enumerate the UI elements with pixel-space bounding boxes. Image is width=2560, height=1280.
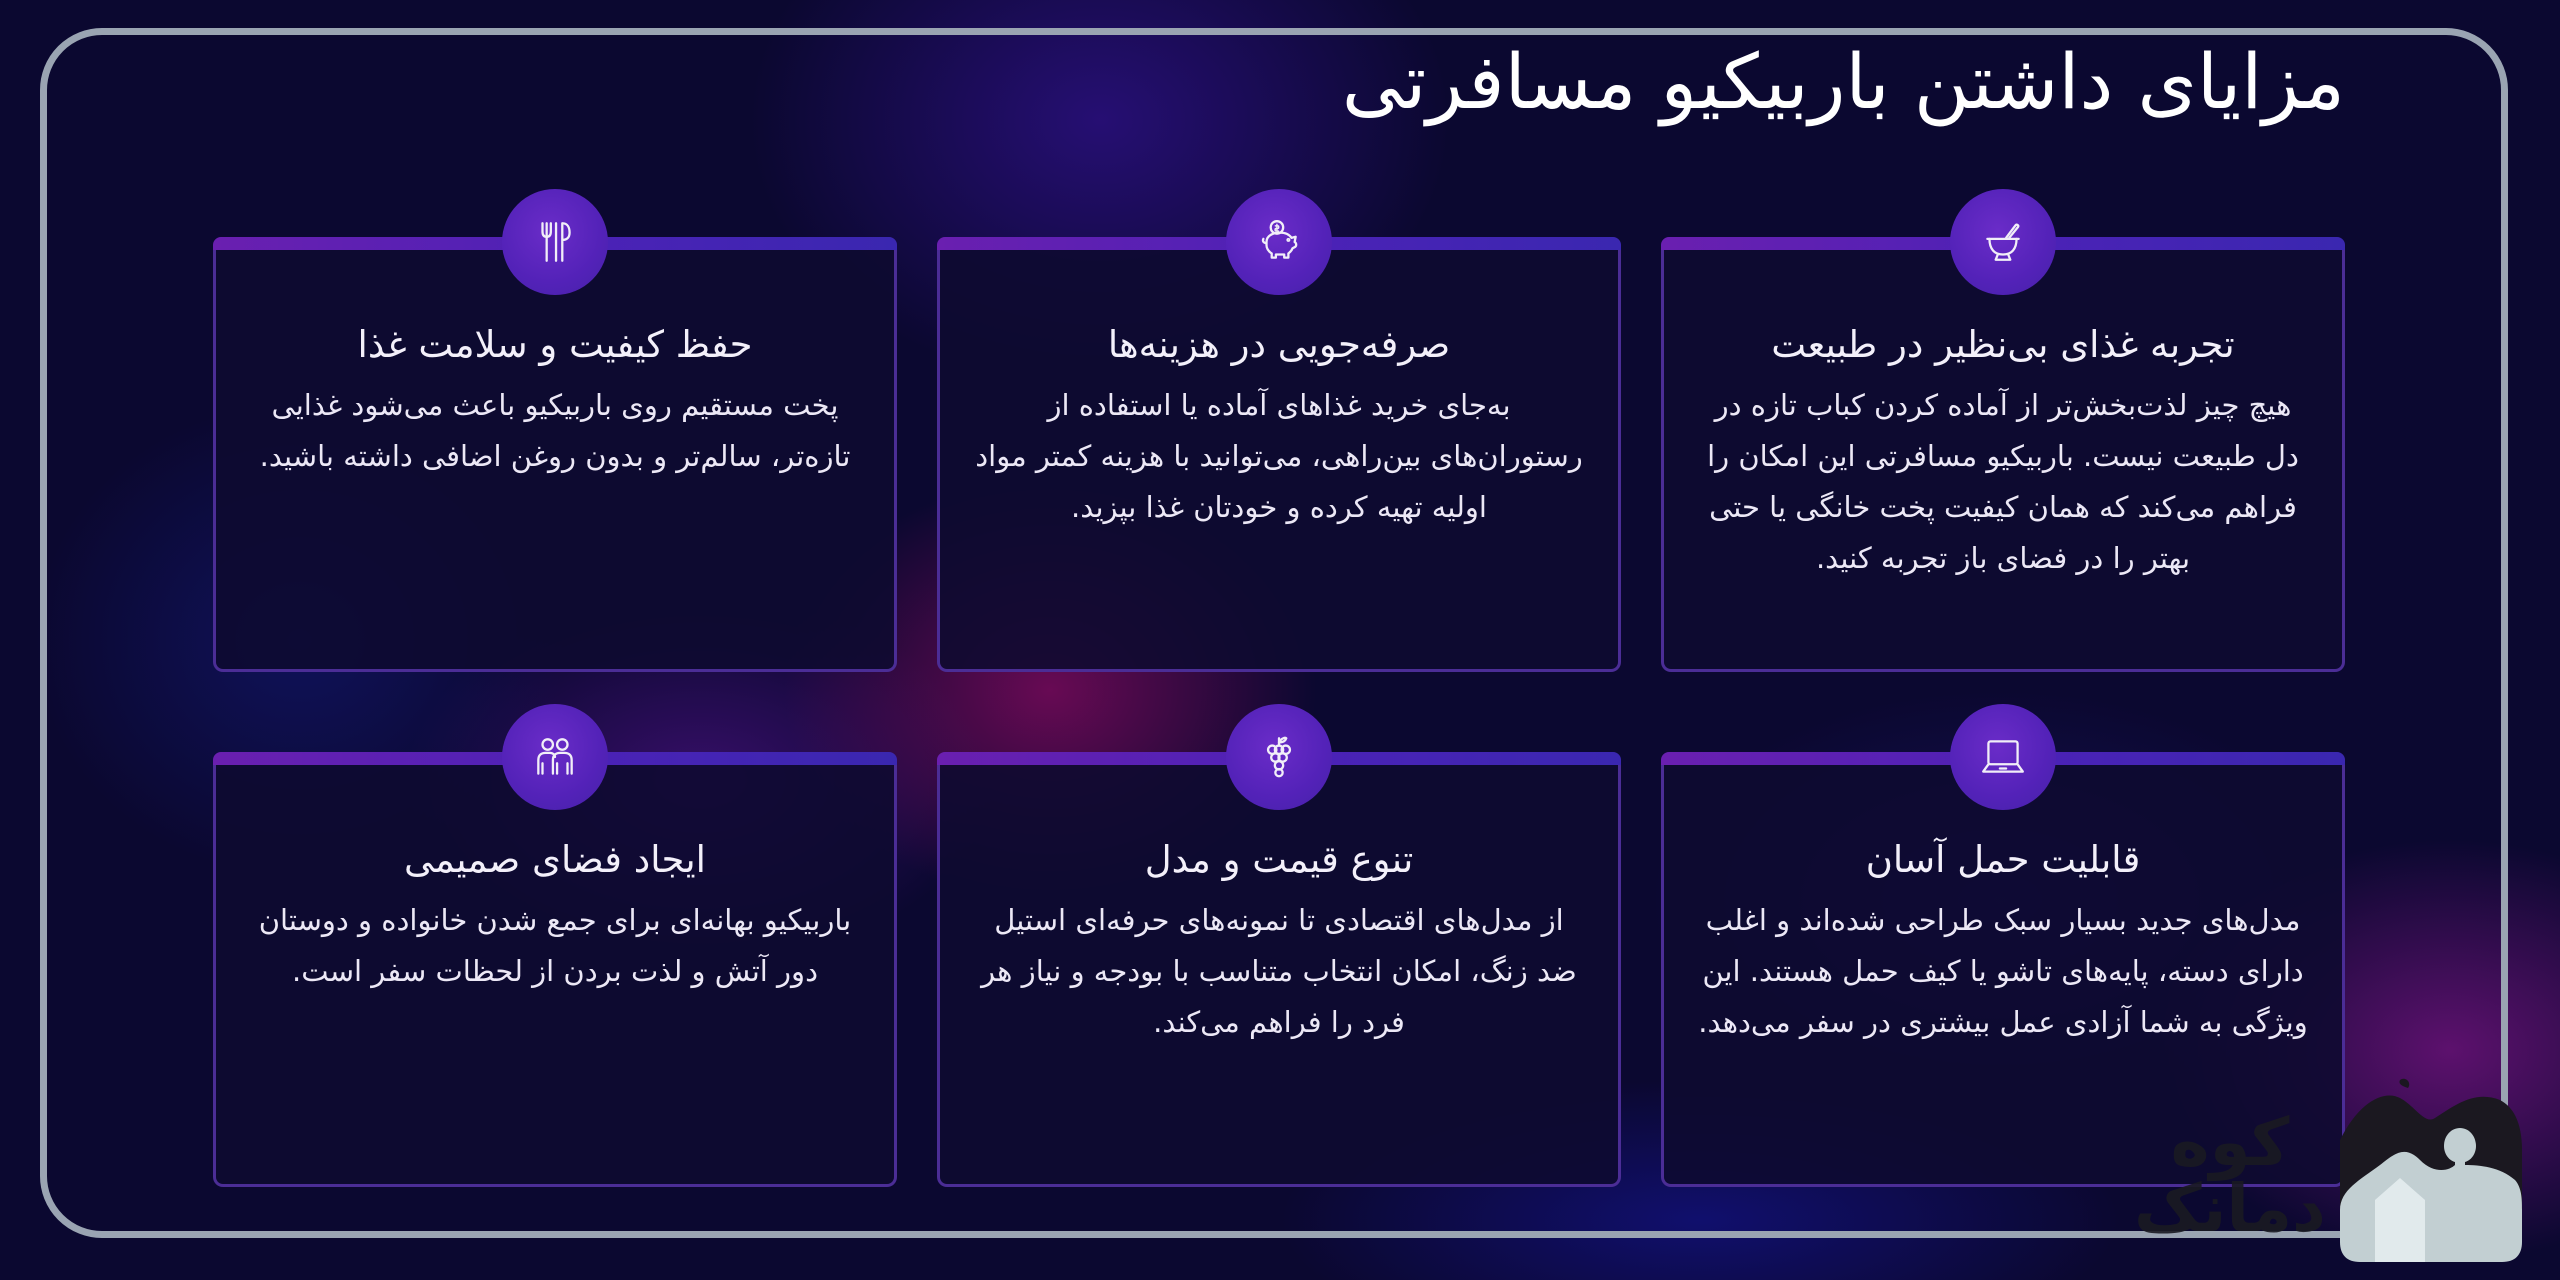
benefit-card-savings bbox=[937, 237, 1621, 672]
mortar-pestle-icon bbox=[1978, 217, 2028, 267]
card-description: به‌جای خرید غذاهای آماده یا استفاده از رستوران‌های بین‌راهی، می‌توانید با هزینه کمتر مواد اولیه تهیه کرده و خودتان غذا بپزید. bbox=[975, 388, 1583, 524]
card-icon-badge bbox=[502, 189, 608, 295]
benefits-grid bbox=[213, 237, 2345, 1187]
grapes-icon bbox=[1254, 732, 1304, 782]
benefit-card-variety bbox=[937, 752, 1621, 1187]
watermark-text-line2: دمانک bbox=[2134, 1170, 2326, 1247]
card-description: از مدل‌های اقتصادی تا نمونه‌های حرفه‌ای استیل ضد زنگ، امکان انتخاب متناسب با بودجه و نیاز هر فرد را فراهم می‌کند. bbox=[981, 903, 1577, 1039]
card-title: حفظ کیفیت و سلامت غذا bbox=[357, 323, 753, 366]
card-icon-badge bbox=[1226, 189, 1332, 295]
card-icon-badge bbox=[1950, 704, 2056, 810]
mountain-home-logo-icon bbox=[2340, 1070, 2525, 1265]
watermark-logo bbox=[2125, 1070, 2525, 1270]
card-description: باربیکیو بهانه‌ای برای جمع شدن خانواده و دوستان دور آتش و لذت بردن از لحظات سفر است. bbox=[258, 903, 852, 988]
card-title: صرفه‌جویی در هزینه‌ها bbox=[1107, 323, 1451, 366]
card-icon-badge bbox=[502, 704, 608, 810]
card-title: تنوع قیمت و مدل bbox=[1144, 838, 1414, 881]
card-description: هیچ چیز لذت‌بخش‌تر از آماده کردن کباب تازه در دل طبیعت نیست. باربیکیو مسافرتی این امکان را فراهم می‌کند که همان کیفیت پخت خانگی یا حتی بهتر را در فضای باز تجربه کنید. bbox=[1707, 388, 2299, 575]
people-icon bbox=[530, 732, 580, 782]
piggy-bank-icon bbox=[1254, 217, 1304, 267]
laptop-icon bbox=[1978, 732, 2028, 782]
benefit-card-intimacy bbox=[213, 752, 897, 1187]
page-title: مزایای داشتن باربیکیو مسافرتی bbox=[1341, 37, 2345, 126]
watermark-text bbox=[2125, 1104, 2335, 1260]
card-icon-badge bbox=[1226, 704, 1332, 810]
card-description: پخت مستقیم روی باربیکیو باعث می‌شود غذایی تازه‌تر، سالم‌تر و بدون روغن اضافی داشته باشید. bbox=[259, 388, 851, 473]
benefit-card-nature-food bbox=[1661, 237, 2345, 672]
card-title: قابلیت حمل آسان bbox=[1865, 838, 2141, 881]
card-description: مدل‌های جدید بسیار سبک طراحی شده‌اند و اغلب دارای دسته، پایه‌های تاشو یا کیف حمل هستند. این ویژگی به شما آزادی عمل بیشتری در سفر می‌دهد. bbox=[1698, 903, 2308, 1039]
watermark-text-line1: کوه bbox=[2170, 1104, 2290, 1181]
card-title: تجربه غذای بی‌نظیر در طبیعت bbox=[1771, 323, 2235, 366]
fork-knife-icon bbox=[530, 217, 580, 267]
benefit-card-food-quality bbox=[213, 237, 897, 672]
card-icon-badge bbox=[1950, 189, 2056, 295]
card-title: ایجاد فضای صمیمی bbox=[404, 838, 706, 881]
